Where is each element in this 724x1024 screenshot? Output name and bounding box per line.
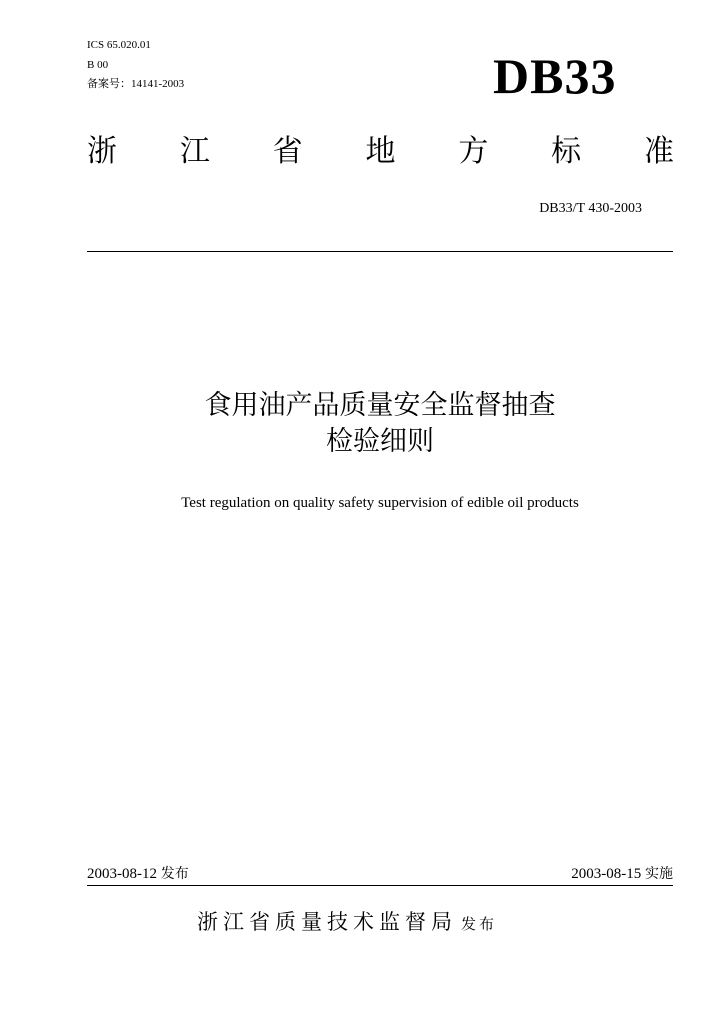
db-logo: DB33	[493, 48, 617, 104]
implementation-label: 实施	[645, 866, 673, 882]
ics-code: ICS 65.020.01	[87, 39, 151, 51]
classification-code: B 00	[87, 59, 109, 71]
issue-date	[87, 864, 189, 884]
standard-type-char: 地	[365, 134, 396, 169]
bottom-divider	[87, 885, 673, 886]
title-line-1: 食用油产品质量安全监督抽查	[204, 390, 556, 421]
issue-date-value: 2003-08-12	[87, 866, 157, 882]
standard-type-char: 省	[272, 134, 303, 169]
top-divider	[87, 251, 673, 252]
standard-type-char: 方	[458, 134, 489, 169]
standard-number: DB33/T 430-2003	[539, 201, 642, 216]
issuer-line	[197, 907, 497, 940]
issuer-name: 浙江省质量技术监督局	[197, 910, 457, 934]
title-english: Test regulation on quality safety supervision of edible oil products	[181, 495, 579, 511]
issue-label: 发布	[160, 866, 189, 882]
title-line-2: 检验细则	[326, 426, 434, 457]
implementation-date	[571, 864, 673, 884]
standard-type-heading	[87, 132, 674, 172]
title-chinese	[87, 388, 673, 460]
issuer-suffix: 发布	[461, 915, 498, 933]
standard-type-char: 标	[551, 134, 582, 169]
standard-type-char: 浙	[87, 134, 117, 169]
record-number: 备案号：14141-2003	[87, 78, 185, 90]
standard-type-char: 准	[643, 134, 674, 169]
implementation-date-value: 2003-08-15	[571, 866, 642, 882]
standard-type-char: 江	[179, 134, 210, 169]
